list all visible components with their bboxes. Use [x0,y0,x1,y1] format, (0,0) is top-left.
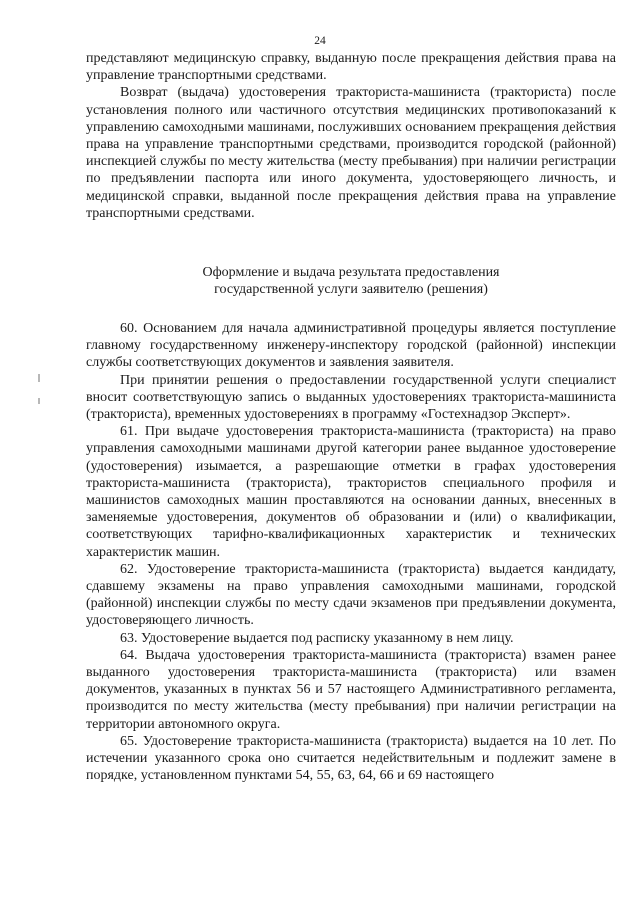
paragraph-60: 60. Основанием для начала административной процедуры является поступление главному государственному инженеру-инспектору городской (районной) инспекции службы соответствующих документов и заявления заявителя. [86,321,616,371]
text-block-bottom [86,320,616,784]
paragraph-continuation: представляют медицинскую справку, выданную после прекращения действия права на управление транспортными средствами. [86,51,616,84]
scan-margin-mark [38,374,40,382]
section-heading [86,264,616,298]
page-number: 24 [314,35,326,47]
paragraph-65: 65. Удостоверение тракториста-машиниста (тракториста) выдается на 10 лет. По истечении указанного срока оно считается недействительным и подлежит замене в порядке, установленном пунктами 54, 55, 63, 64, 66 и 69 настоящего [86,733,616,784]
text-block-top [86,50,616,222]
paragraph-61: 61. При выдаче удостоверения тракториста-машиниста (тракториста) на право управления самоходными машинами другой категории ранее выданное удостоверение (удостоверения) изымается, а разрешающие отметки в графах удостоверения тракториста-машиниста (тракториста), трактористов специального профиля и машинистов самоходных машин проставляются на основании данных, внесенных в заменяемые удостоверения, документов об образовании и (или) о квалификации, соответствующих тарифно-квалификационных характеристик и технических характеристик машин. [86,424,616,560]
paragraph-63: 63. Удостоверение выдается под расписку указанному в нем лицу. [120,630,514,646]
paragraph-decision: При принятии решения о предоставлении государственной услуги специалист вносит соответствующую запись о выданных удостоверениях тракториста-машиниста (тракториста), временных удостоверениях в программу «Гостехнадзор Эксперт». [86,372,616,423]
scan-margin-mark-2 [38,398,40,404]
paragraph-62: 62. Удостоверение тракториста-машиниста (тракториста) выдается кандидату, сдавшему экзамены на право управления самоходными машинами, городской (районной) инспекции службы по месту сдачи экзаменов при предъявлении документа, удостоверяющего личность. [86,561,616,629]
section-heading-line-2: государственной услуги заявителю (решения) [214,282,488,298]
section-heading-line-1: Оформление и выдача результата предоставления [202,265,500,280]
paragraph-64: 64. Выдача удостоверения тракториста-машиниста (тракториста) взамен ранее выданного удостоверения тракториста-машиниста (тракториста) или взамен документов, указанных в пунктах 56 и 57 настоящего Административного регламента, производится по месту жительства (месту пребывания) при наличии регистрации на территории автономного округа. [86,647,616,732]
paragraph-return-license: Возврат (выдача) удостоверения тракториста-машиниста (тракториста) после установления полного или частичного отсутствия медицинских противопоказаний к управлению самоходными машинами, послуживших основанием прекращения действия права на управление транспортными средствами, производится городской (районной) инспекцией службы по месту жительства (месту пребывания) при наличии регистрации по предъявлении паспорта или иного документа, удостоверяющего личность, и медицинской справки, выданной после прекращения действия права на управление транспортными средствами. [86,85,616,221]
